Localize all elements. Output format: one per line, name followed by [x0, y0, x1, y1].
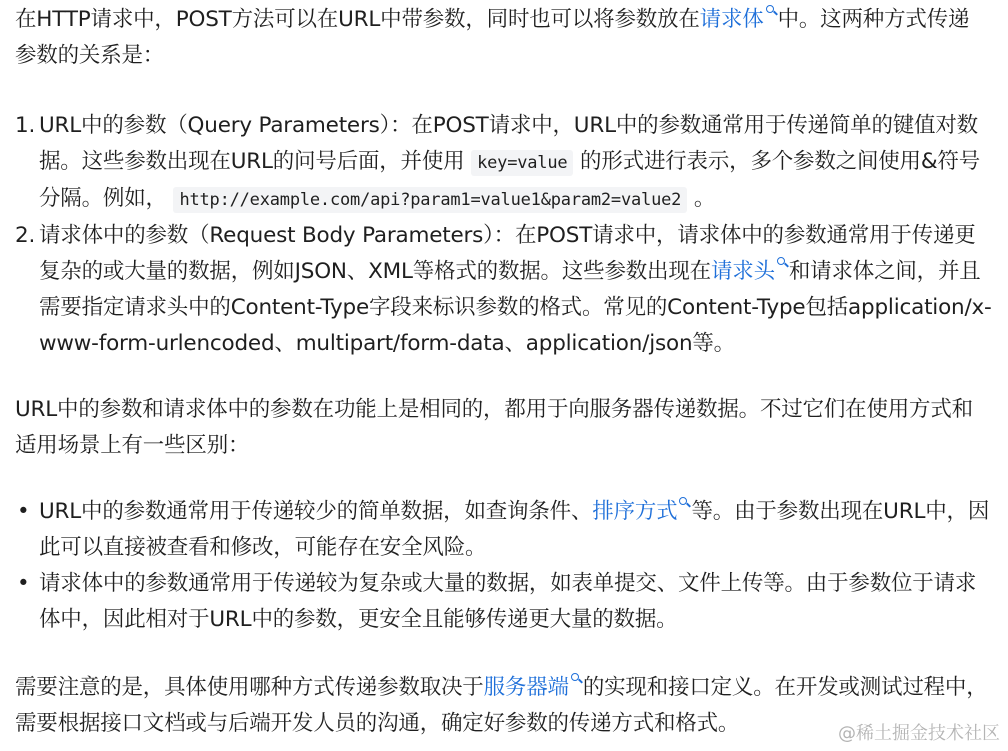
middle-text: URL中的参数和请求体中的参数在功能上是相同的，都用于向服务器传递数据。不过它们在使用方式和适用场景上有一些区别：	[15, 397, 973, 458]
list-item-body-params	[15, 218, 995, 362]
intro-paragraph	[15, 2, 990, 74]
search-icon[interactable]	[678, 496, 690, 510]
code-example-url: http://example.com/api?param1=value1&param2=value2	[173, 187, 687, 213]
bullet-item-url	[15, 494, 995, 566]
link-sort-method[interactable]: 排序方式	[592, 499, 678, 524]
bullet-item-1-text-a: URL中的参数通常用于传递较少的简单数据，如查询条件、	[39, 499, 593, 524]
list-item-1-text-c: 。	[687, 186, 716, 211]
list-item-2-text-a: 请求体中的参数（Request Body Parameters）：在POST请求中，请求体中的参数通常用于传递更复杂的或大量的数据，例如JSON、XML等格式的数据。这些参数出现在	[39, 223, 976, 284]
bullet-item-body	[15, 566, 995, 638]
list-item-1-text-b: 的形式进行表示，多个参数之间使用&符号分隔。例如，	[39, 149, 981, 211]
search-icon[interactable]	[776, 256, 788, 270]
intro-text-a: 在HTTP请求中，POST方法可以在URL中带参数，同时也可以将参数放在	[15, 7, 700, 32]
link-server-side[interactable]: 服务器端	[483, 675, 569, 700]
closing-text-b: 的实现和接口定义。在开发或测试过程中，需要根据接口文档或与后端开发人员的沟通，确定好参数的传递方式和格式。	[15, 675, 988, 736]
middle-paragraph	[15, 392, 990, 464]
search-icon[interactable]	[765, 4, 777, 18]
link-request-header[interactable]: 请求头	[710, 259, 775, 284]
watermark: @稀土掘金技术社区	[838, 723, 1000, 744]
bullet-item-2-text: 请求体中的参数通常用于传递较为复杂或大量的数据，如表单提交、文件上传等。由于参数位于请求体中，因此相对于URL中的参数，更安全且能够传递更大量的数据。	[39, 571, 977, 632]
closing-text-a: 需要注意的是，具体使用哪种方式传递参数取决于	[15, 675, 484, 700]
list-item-1-text-a: URL中的参数（Query Parameters）：在POST请求中，URL中的参数通常用于传递简单的键值对数据。这些参数出现在URL的问号后面，并使用	[39, 113, 978, 174]
bullet-list	[15, 494, 995, 638]
code-key-value: key=value	[471, 150, 573, 176]
list-marker-1: 1.	[15, 113, 36, 138]
search-icon[interactable]	[570, 672, 582, 686]
bullet-marker: •	[17, 499, 30, 524]
bullet-item-1-text-b: 等。由于参数出现在URL中，因此可以直接被查看和修改，可能存在安全风险。	[39, 499, 990, 560]
intro-text-b: 中。这两种方式传递参数的关系是：	[15, 7, 970, 68]
list-item-2-text-b: 和请求体之间，并且需要指定请求头中的Content-Type字段来标识参数的格式。常见的Content-Type包括application/x-www-form-urlencoded、multipart/form-data、application/json等。	[39, 259, 992, 356]
bullet-marker: •	[17, 571, 30, 596]
ordered-list	[15, 108, 995, 362]
list-item-url-params	[15, 108, 995, 218]
link-request-body[interactable]: 请求体	[699, 7, 764, 32]
list-marker-2: 2.	[15, 223, 36, 248]
